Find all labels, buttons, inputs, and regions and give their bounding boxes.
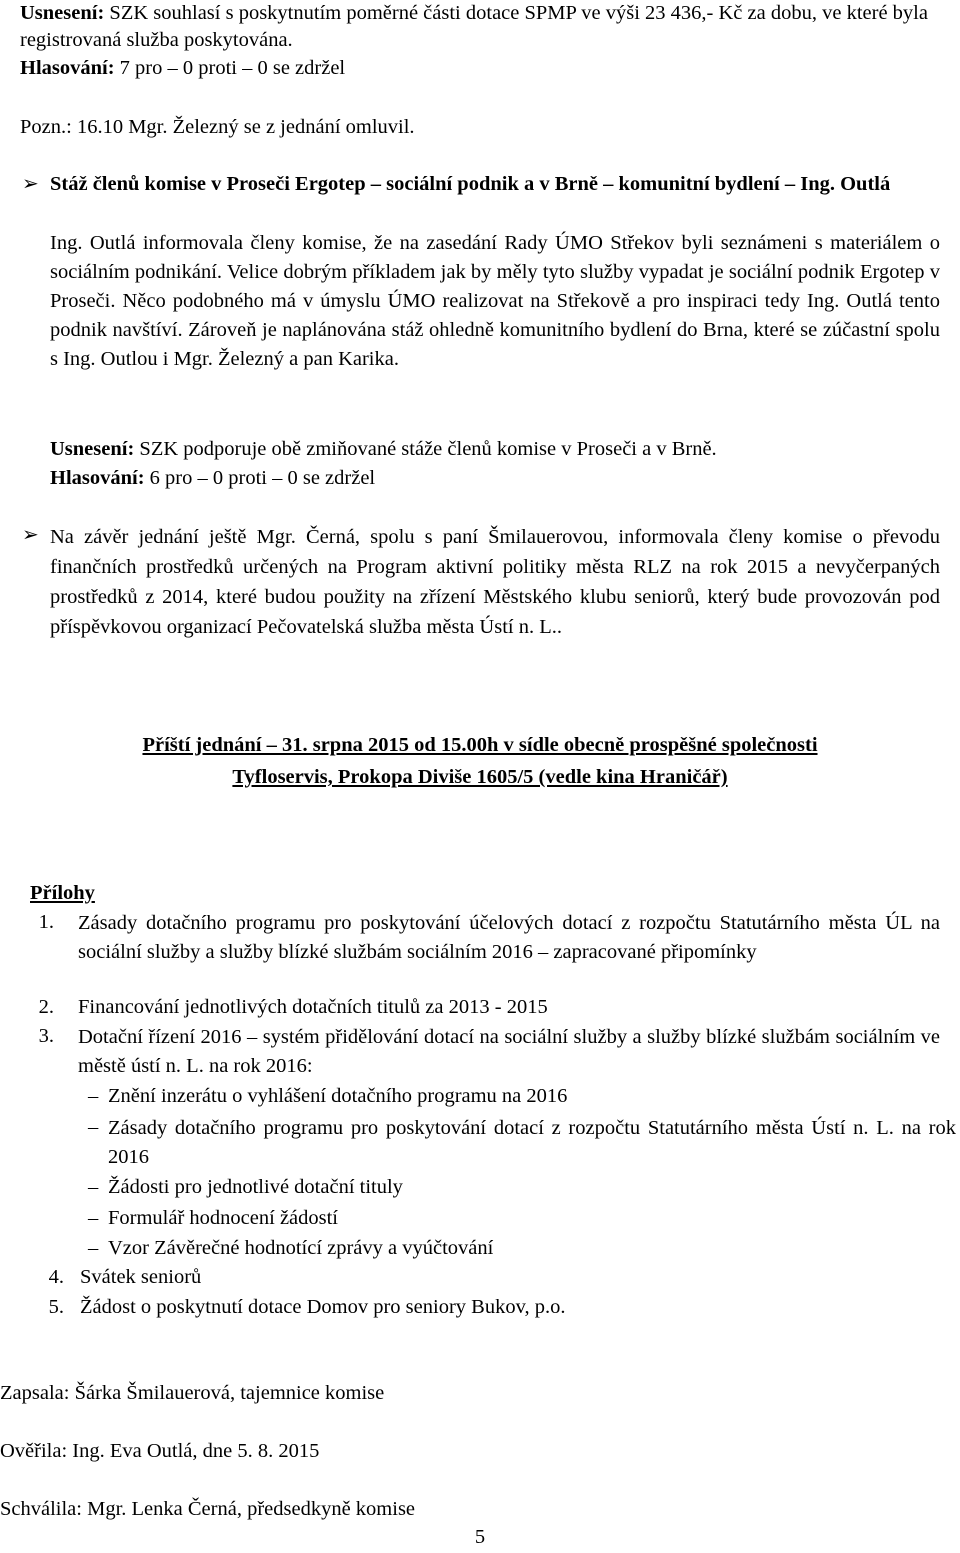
list-item-number: 4. bbox=[48, 1266, 64, 1288]
list-item-number: 1. bbox=[38, 911, 54, 933]
list-item-number: 2. bbox=[38, 996, 54, 1018]
note: Pozn.: 16.10 Mgr. Železný se z jednání omluvil. bbox=[20, 116, 415, 138]
recorded-by: Zapsala: Šárka Šmilauerová, tajemnice komise bbox=[0, 1382, 385, 1404]
dash-bullet: – bbox=[88, 1116, 99, 1138]
list-item-number: 5. bbox=[48, 1296, 64, 1318]
verified-by: Ověřila: Ing. Eva Outlá, dne 5. 8. 2015 bbox=[0, 1440, 320, 1462]
vote-label: Hlasování: bbox=[20, 57, 115, 79]
internship-heading: Stáž členů komise v Proseči Ergotep – sociální podnik a v Brně – komunitní bydlení – Ing. Outlá bbox=[50, 173, 891, 195]
arrow-bullet-icon: ➢ bbox=[22, 173, 39, 195]
list-item-number: 3. bbox=[38, 1025, 54, 1047]
sub-list-item: Znění inzerátu o vyhlášení dotačního programu na 2016 bbox=[108, 1085, 568, 1107]
list-item: Financování jednotlivých dotačních titulů za 2013 - 2015 bbox=[78, 996, 548, 1018]
vote-text: 7 pro – 0 proti – 0 se zdržel bbox=[114, 57, 346, 79]
approved-by: Schválila: Mgr. Lenka Černá, předsedkyně komise bbox=[0, 1498, 416, 1520]
closing-info: Na závěr jednání ještě Mgr. Černá, spolu s paní Šmilauerovou, informovala členy komise o převodu finančních prostředků určených na Program aktivní politiky města RLZ na rok 2015 a nevyčerpaných prostředků z 2014, které budou použity na zřízení Městského klubu seniorů, který bude provozován pod příspěvkovou organizací Pečovatelská služba města Ústí n. L.. bbox=[50, 526, 940, 638]
list-item: Dotační řízení 2016 – systém přidělování dotací na sociální služby a služby blízké službám sociálním ve městě ústí n. L. na rok 2016: bbox=[78, 1026, 940, 1077]
list-item: Svátek seniorů bbox=[80, 1266, 202, 1288]
vote-1 bbox=[20, 55, 940, 82]
resolution-2 bbox=[50, 436, 940, 463]
sub-list-item: Vzor Závěrečné hodnotící zprávy a vyúčtování bbox=[108, 1237, 494, 1259]
vote-text: 6 pro – 0 proti – 0 se zdržel bbox=[144, 467, 376, 489]
sub-list-item: Zásady dotačního programu pro poskytování dotací z rozpočtu Statutárního města Ústí n. L. na rok 2016 bbox=[108, 1117, 956, 1168]
vote-2 bbox=[50, 465, 940, 492]
dash-bullet: – bbox=[88, 1085, 99, 1107]
arrow-bullet-icon: ➢ bbox=[22, 524, 39, 546]
dash-bullet: – bbox=[88, 1207, 99, 1229]
next-meeting-line-2: Tyfloservis, Prokopa Diviše 1605/5 (vedle kina Hraničář) bbox=[232, 766, 728, 788]
page-number: 5 bbox=[474, 1526, 486, 1548]
resolution-text: SZK podporuje obě zmiňované stáže členů komise v Proseči a v Brně. bbox=[134, 438, 717, 460]
sub-list-item: Žádosti pro jednotlivé dotační tituly bbox=[108, 1176, 403, 1198]
sub-list-item: Formulář hodnocení žádostí bbox=[108, 1207, 339, 1229]
next-meeting-line-1: Příští jednání – 31. srpna 2015 od 15.00h v sídle obecně prospěšné společnosti bbox=[142, 734, 818, 756]
dash-bullet: – bbox=[88, 1176, 99, 1198]
list-item: Žádost o poskytnutí dotace Domov pro seniory Bukov, p.o. bbox=[80, 1296, 566, 1318]
attachments-title: Přílohy bbox=[30, 882, 95, 904]
list-item: Zásady dotačního programu pro poskytování účelových dotací z rozpočtu Statutárního města ÚL na sociální služby a služby blízké službám sociálním 2016 – zapracované připomínky bbox=[78, 912, 940, 963]
resolution-label: Usnesení: bbox=[20, 2, 105, 24]
vote-label: Hlasování: bbox=[50, 467, 145, 489]
internship-body: Ing. Outlá informovala členy komise, že na zasedání Rady ÚMO Střekov byli seznámeni s materiálem o sociálním podnikání. Velice dobrým příkladem jak by měly tyto služby vypadat je sociální podnik Ergotep v Proseči. Něco podobného má v úmyslu ÚMO realizovat na Střekově a pro inspiraci tedy Ing. Outlá tento podnik navštíví. Zároveň je naplánována stáž ohledně komunitního bydlení do Brna, které se zúčastní spolu s Ing. Outlou i Mgr. Železný a pan Karika. bbox=[50, 232, 940, 370]
resolution-1 bbox=[20, 0, 940, 54]
dash-bullet: – bbox=[88, 1237, 99, 1259]
resolution-label: Usnesení: bbox=[50, 438, 135, 460]
resolution-text: SZK souhlasí s poskytnutím poměrné části dotace SPMP ve výši 23 436,- Kč za dobu, ve které byla registrovaná služba poskytována. bbox=[20, 2, 928, 51]
